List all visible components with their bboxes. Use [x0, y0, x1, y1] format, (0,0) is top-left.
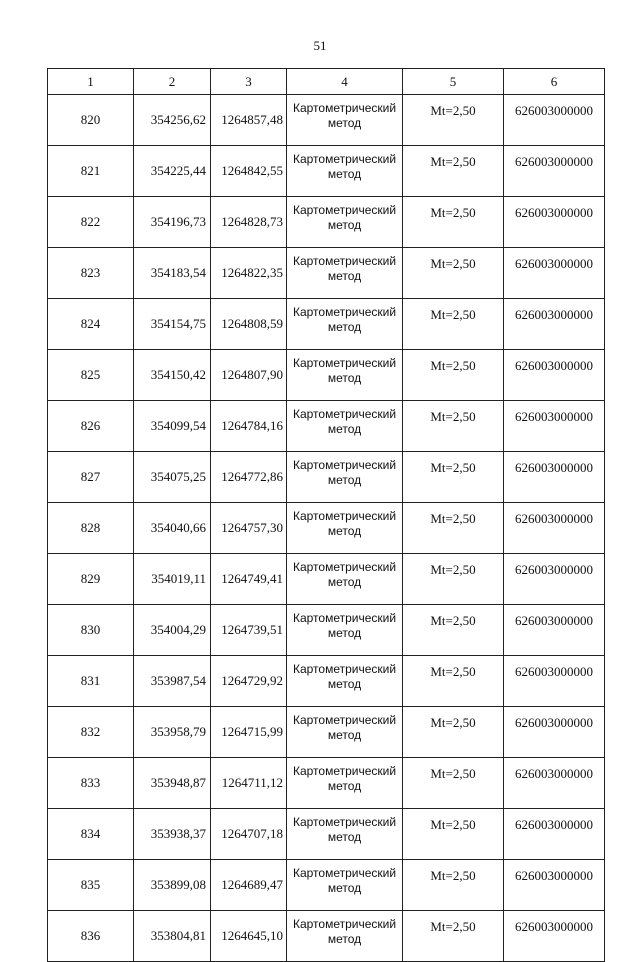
accuracy-cell: Mt=2,50 [403, 809, 504, 860]
page-number: 51 [313, 38, 327, 53]
x-coordinate-cell: 354040,66 [134, 503, 211, 554]
x-coordinate-cell: 353899,08 [134, 860, 211, 911]
method-cell [287, 146, 403, 197]
table-row [48, 248, 605, 299]
header-cell: 2 [134, 69, 211, 95]
method-cell [287, 656, 403, 707]
x-coordinate-cell: 353948,87 [134, 758, 211, 809]
method-line-1: Картометрический [292, 509, 397, 523]
code-cell: 626003000000 [504, 452, 605, 503]
method-line-2: метод [327, 626, 362, 640]
method-line-2: метод [327, 830, 362, 844]
method-line-2: метод [327, 932, 362, 946]
y-coordinate-cell: 1264757,30 [211, 503, 287, 554]
method-line-1: Картометрический [292, 917, 397, 931]
point-number-cell: 835 [48, 860, 134, 911]
x-coordinate-cell: 353804,81 [134, 911, 211, 962]
point-number-cell: 825 [48, 350, 134, 401]
method-cell [287, 197, 403, 248]
method-line-2: метод [327, 218, 362, 232]
method-cell [287, 758, 403, 809]
method-line-1: Картометрический [292, 407, 397, 421]
x-coordinate-cell: 354099,54 [134, 401, 211, 452]
point-number-cell: 827 [48, 452, 134, 503]
method-line-2: метод [327, 320, 362, 334]
accuracy-cell: Mt=2,50 [403, 248, 504, 299]
y-coordinate-cell: 1264808,59 [211, 299, 287, 350]
x-coordinate-cell: 353938,37 [134, 809, 211, 860]
coordinates-table [47, 68, 605, 962]
method-line-2: метод [327, 269, 362, 283]
method-line-1: Картометрический [292, 101, 397, 115]
x-coordinate-cell: 353987,54 [134, 656, 211, 707]
y-coordinate-cell: 1264715,99 [211, 707, 287, 758]
point-number-cell: 826 [48, 401, 134, 452]
y-coordinate-cell: 1264707,18 [211, 809, 287, 860]
y-coordinate-cell: 1264689,47 [211, 860, 287, 911]
method-cell [287, 299, 403, 350]
point-number-cell: 829 [48, 554, 134, 605]
code-cell: 626003000000 [504, 197, 605, 248]
x-coordinate-cell: 353958,79 [134, 707, 211, 758]
code-cell: 626003000000 [504, 758, 605, 809]
x-coordinate-cell: 354150,42 [134, 350, 211, 401]
x-coordinate-cell: 354019,11 [134, 554, 211, 605]
accuracy-cell: Mt=2,50 [403, 299, 504, 350]
method-line-1: Картометрический [292, 254, 397, 268]
method-line-1: Картометрический [292, 458, 397, 472]
accuracy-cell: Mt=2,50 [403, 350, 504, 401]
point-number-cell: 822 [48, 197, 134, 248]
method-line-2: метод [327, 371, 362, 385]
method-cell [287, 452, 403, 503]
x-coordinate-cell: 354225,44 [134, 146, 211, 197]
table-row [48, 299, 605, 350]
table-header-row [48, 69, 605, 95]
y-coordinate-cell: 1264711,12 [211, 758, 287, 809]
y-coordinate-cell: 1264842,55 [211, 146, 287, 197]
accuracy-cell: Mt=2,50 [403, 197, 504, 248]
method-cell [287, 707, 403, 758]
accuracy-cell: Mt=2,50 [403, 707, 504, 758]
header-cell: 4 [287, 69, 403, 95]
method-line-1: Картометрический [292, 764, 397, 778]
accuracy-cell: Mt=2,50 [403, 605, 504, 656]
method-cell [287, 605, 403, 656]
method-cell [287, 554, 403, 605]
code-cell: 626003000000 [504, 95, 605, 146]
table-row [48, 554, 605, 605]
method-cell [287, 503, 403, 554]
method-line-2: метод [327, 779, 362, 793]
method-cell [287, 911, 403, 962]
table-row [48, 758, 605, 809]
code-cell: 626003000000 [504, 248, 605, 299]
table-row [48, 503, 605, 554]
accuracy-cell: Mt=2,50 [403, 656, 504, 707]
y-coordinate-cell: 1264822,35 [211, 248, 287, 299]
point-number-cell: 832 [48, 707, 134, 758]
header-cell: 6 [504, 69, 605, 95]
method-line-2: метод [327, 575, 362, 589]
method-line-1: Картометрический [292, 866, 397, 880]
accuracy-cell: Mt=2,50 [403, 911, 504, 962]
method-line-1: Картометрический [292, 152, 397, 166]
point-number-cell: 831 [48, 656, 134, 707]
accuracy-cell: Mt=2,50 [403, 503, 504, 554]
y-coordinate-cell: 1264739,51 [211, 605, 287, 656]
table-row [48, 656, 605, 707]
y-coordinate-cell: 1264807,90 [211, 350, 287, 401]
code-cell: 626003000000 [504, 605, 605, 656]
x-coordinate-cell: 354256,62 [134, 95, 211, 146]
table-row [48, 146, 605, 197]
table-row [48, 350, 605, 401]
table-row [48, 197, 605, 248]
code-cell: 626003000000 [504, 503, 605, 554]
accuracy-cell: Mt=2,50 [403, 146, 504, 197]
method-line-2: метод [327, 422, 362, 436]
method-line-2: метод [327, 473, 362, 487]
point-number-cell: 824 [48, 299, 134, 350]
method-line-2: метод [327, 524, 362, 538]
accuracy-cell: Mt=2,50 [403, 95, 504, 146]
method-line-1: Картометрический [292, 356, 397, 370]
point-number-cell: 823 [48, 248, 134, 299]
y-coordinate-cell: 1264749,41 [211, 554, 287, 605]
y-coordinate-cell: 1264772,86 [211, 452, 287, 503]
point-number-cell: 834 [48, 809, 134, 860]
table-row [48, 707, 605, 758]
table-row [48, 401, 605, 452]
header-cell: 5 [403, 69, 504, 95]
table-row [48, 860, 605, 911]
point-number-cell: 833 [48, 758, 134, 809]
method-cell [287, 401, 403, 452]
method-line-1: Картометрический [292, 305, 397, 319]
method-cell [287, 809, 403, 860]
method-cell [287, 95, 403, 146]
method-line-1: Картометрический [292, 662, 397, 676]
method-cell [287, 350, 403, 401]
code-cell: 626003000000 [504, 656, 605, 707]
accuracy-cell: Mt=2,50 [403, 554, 504, 605]
header-cell: 1 [48, 69, 134, 95]
y-coordinate-cell: 1264784,16 [211, 401, 287, 452]
x-coordinate-cell: 354075,25 [134, 452, 211, 503]
code-cell: 626003000000 [504, 809, 605, 860]
accuracy-cell: Mt=2,50 [403, 452, 504, 503]
method-line-2: метод [327, 167, 362, 181]
method-line-1: Картометрический [292, 815, 397, 829]
table-row [48, 809, 605, 860]
method-line-1: Картометрический [292, 713, 397, 727]
x-coordinate-cell: 354004,29 [134, 605, 211, 656]
method-line-2: метод [327, 677, 362, 691]
accuracy-cell: Mt=2,50 [403, 758, 504, 809]
method-line-2: метод [327, 881, 362, 895]
accuracy-cell: Mt=2,50 [403, 401, 504, 452]
table-row [48, 452, 605, 503]
code-cell: 626003000000 [504, 350, 605, 401]
y-coordinate-cell: 1264645,10 [211, 911, 287, 962]
method-cell [287, 248, 403, 299]
code-cell: 626003000000 [504, 299, 605, 350]
table-row [48, 911, 605, 962]
x-coordinate-cell: 354196,73 [134, 197, 211, 248]
method-line-2: метод [327, 116, 362, 130]
point-number-cell: 836 [48, 911, 134, 962]
method-line-2: метод [327, 728, 362, 742]
accuracy-cell: Mt=2,50 [403, 860, 504, 911]
x-coordinate-cell: 354154,75 [134, 299, 211, 350]
table-row [48, 605, 605, 656]
code-cell: 626003000000 [504, 860, 605, 911]
x-coordinate-cell: 354183,54 [134, 248, 211, 299]
code-cell: 626003000000 [504, 401, 605, 452]
method-line-1: Картометрический [292, 611, 397, 625]
code-cell: 626003000000 [504, 707, 605, 758]
code-cell: 626003000000 [504, 146, 605, 197]
y-coordinate-cell: 1264828,73 [211, 197, 287, 248]
point-number-cell: 821 [48, 146, 134, 197]
header-cell: 3 [211, 69, 287, 95]
code-cell: 626003000000 [504, 911, 605, 962]
table-row [48, 95, 605, 146]
method-line-1: Картометрический [292, 560, 397, 574]
point-number-cell: 828 [48, 503, 134, 554]
method-line-1: Картометрический [292, 203, 397, 217]
point-number-cell: 820 [48, 95, 134, 146]
code-cell: 626003000000 [504, 554, 605, 605]
table-body [48, 69, 605, 962]
y-coordinate-cell: 1264729,92 [211, 656, 287, 707]
y-coordinate-cell: 1264857,48 [211, 95, 287, 146]
method-cell [287, 860, 403, 911]
point-number-cell: 830 [48, 605, 134, 656]
